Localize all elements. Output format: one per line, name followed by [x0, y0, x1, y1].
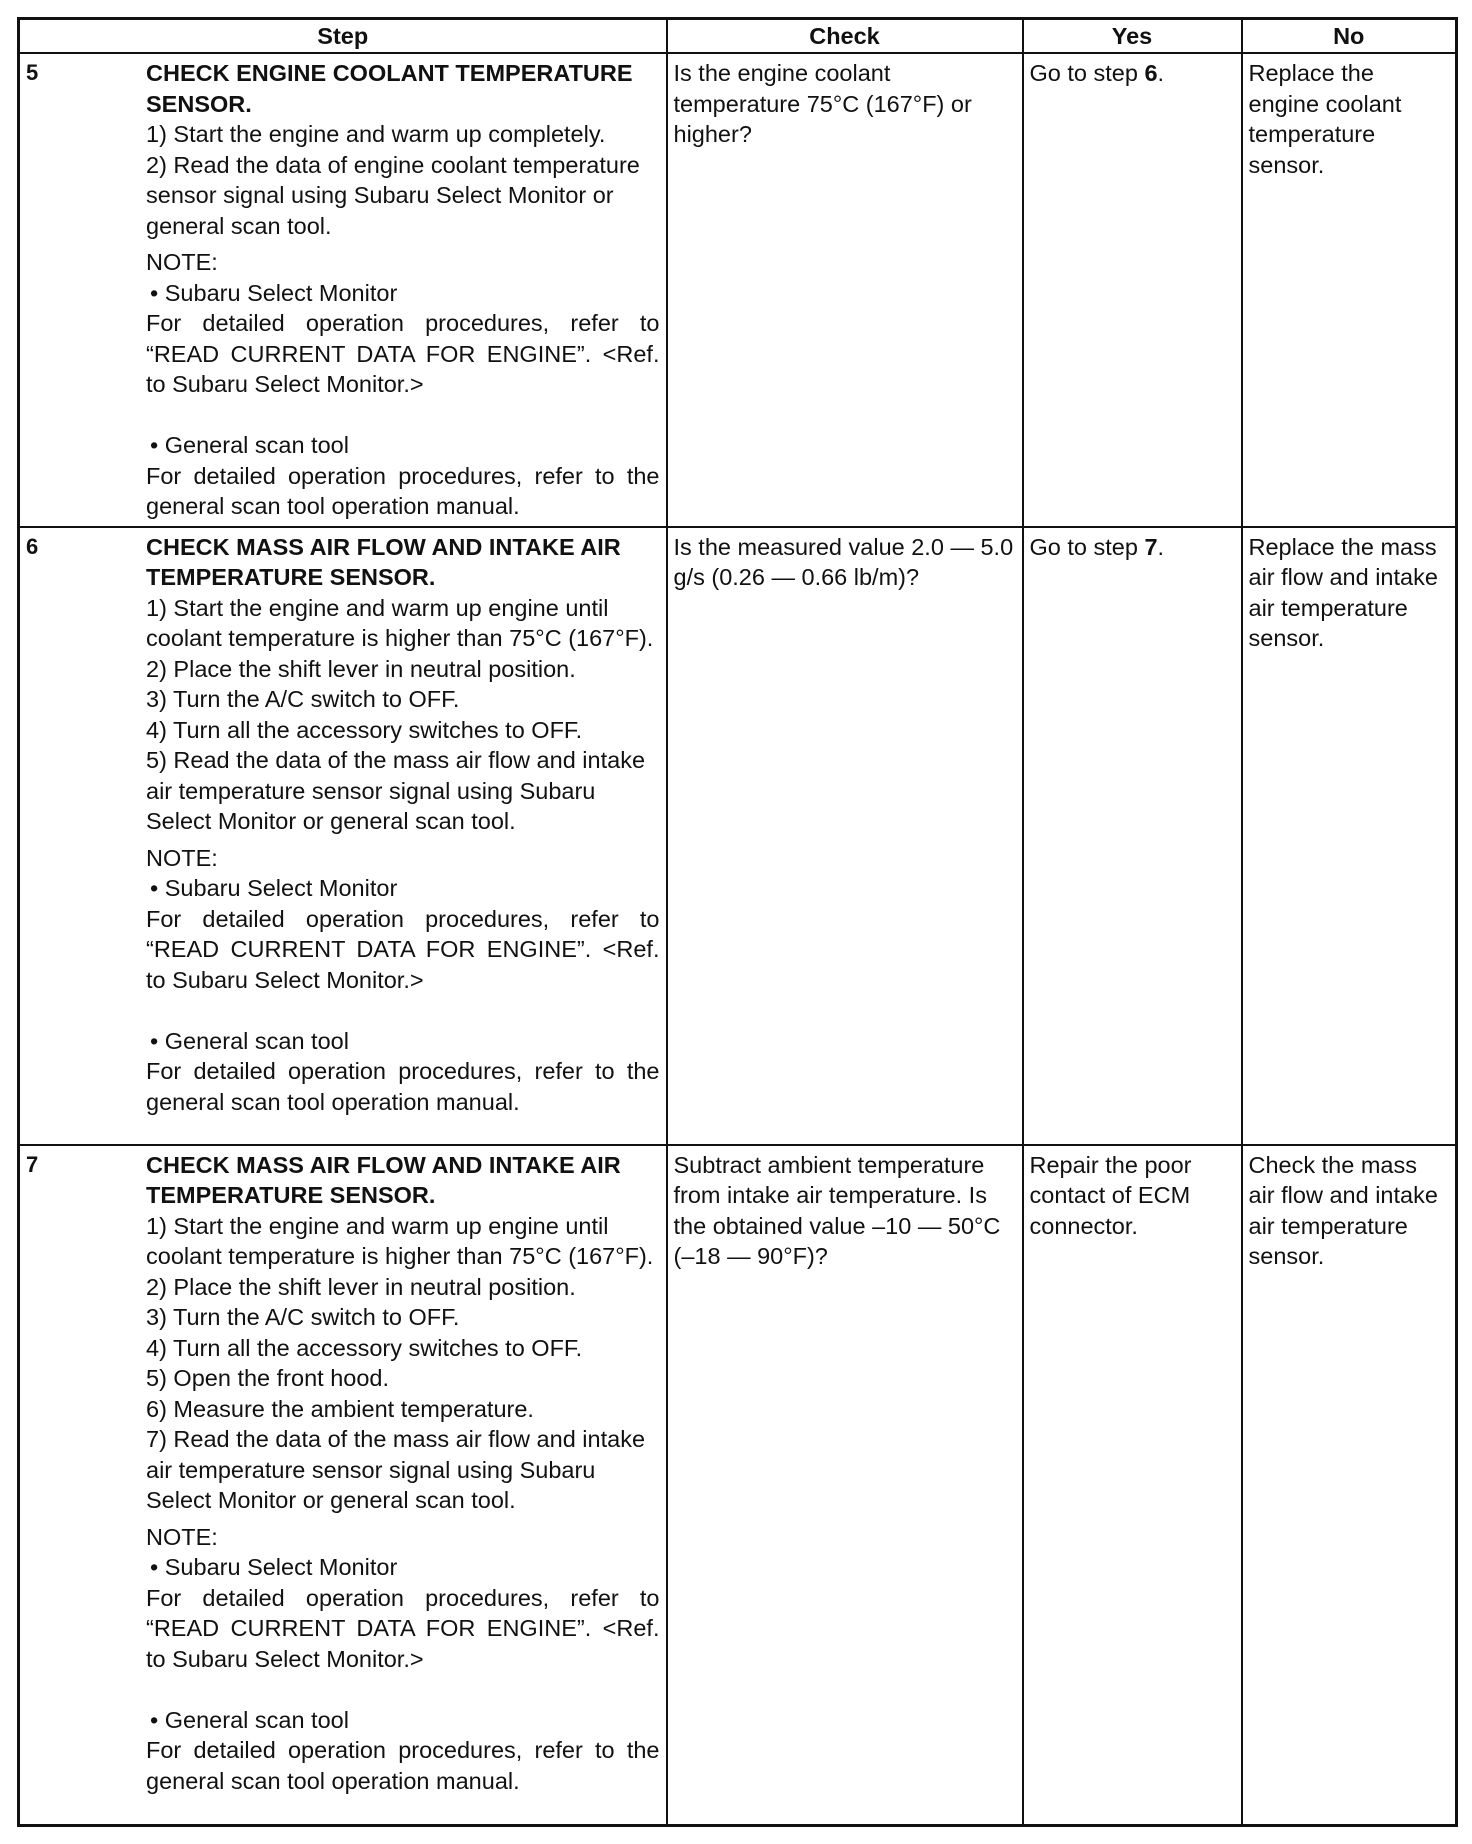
- check-cell: Is the engine coolant temperature 75°C (167°F) or higher?: [667, 53, 1023, 527]
- yes-text: Go to step: [1029, 533, 1145, 560]
- column-header-no: No: [1242, 19, 1457, 54]
- note-scan-tool-text: For detailed operation procedures, refer to the general scan tool operation manual.: [146, 1058, 660, 1115]
- table-row: [19, 527, 1457, 1145]
- step-instruction: 1) Start the engine and warm up engine until coolant temperature is higher than 75°C (167°F).: [146, 1212, 654, 1269]
- note-block: [146, 843, 660, 1118]
- step-cell: [19, 53, 667, 527]
- diagnostic-procedure-sheet: [17, 17, 1455, 1827]
- step-number: 6: [26, 533, 39, 559]
- no-cell: Replace the mass air flow and intake air temperature sensor.: [1242, 527, 1457, 1145]
- check-cell: Subtract ambient temperature from intake air temperature. Is the obtained value –10 — 50°C (–18 — 90°F)?: [667, 1145, 1023, 1826]
- goto-step-number: 7: [1144, 533, 1158, 560]
- column-header-check: Check: [667, 19, 1023, 54]
- step-number: 7: [26, 1151, 39, 1177]
- column-header-step: Step: [19, 19, 667, 54]
- note-block: [146, 1522, 660, 1797]
- step-instruction: 2) Read the data of engine coolant temperature sensor signal using Subaru Select Monitor or general scan tool.: [146, 151, 640, 239]
- step-body: [146, 58, 660, 522]
- step-instruction: 7) Read the data of the mass air flow and intake air temperature sensor signal using Subaru Select Monitor or general scan tool.: [146, 1426, 646, 1513]
- note-bullet-select-monitor: • Subaru Select Monitor: [150, 875, 398, 901]
- note-block: [146, 247, 660, 522]
- note-scan-tool-text: For detailed operation procedures, refer to the general scan tool operation manual.: [146, 1737, 660, 1794]
- step-instruction: 3) Turn the A/C switch to OFF.: [146, 686, 460, 712]
- step-title: CHECK MASS AIR FLOW AND INTAKE AIR TEMPERATURE SENSOR.: [146, 533, 621, 590]
- note-scan-tool-text: For detailed operation procedures, refer to the general scan tool operation manual.: [146, 462, 660, 519]
- step-cell: [19, 1145, 667, 1826]
- step-title: CHECK MASS AIR FLOW AND INTAKE AIR TEMPERATURE SENSOR.: [146, 1151, 621, 1208]
- check-cell: Is the measured value 2.0 — 5.0 g/s (0.26 — 0.66 lb/m)?: [667, 527, 1023, 1145]
- note-select-monitor-text: For detailed operation procedures, refer to “READ CURRENT DATA FOR ENGINE”. <Ref. to Subaru Select Monitor.>: [146, 905, 660, 993]
- step-number: 5: [26, 60, 39, 85]
- note-spacer: [146, 400, 660, 431]
- note-spacer: [146, 995, 660, 1026]
- step-instruction: 6) Measure the ambient temperature.: [146, 1395, 534, 1422]
- note-select-monitor-text: For detailed operation procedures, refer to “READ CURRENT DATA FOR ENGINE”. <Ref. to Subaru Select Monitor.>: [146, 1584, 660, 1672]
- yes-text-suffix: .: [1157, 60, 1165, 86]
- note-bullet-select-monitor: • Subaru Select Monitor: [150, 279, 398, 306]
- note-bullet-scan-tool: • General scan tool: [150, 432, 349, 458]
- step-instruction: 1) Start the engine and warm up engine until coolant temperature is higher than 75°C (167°F).: [146, 594, 654, 651]
- note-spacer: [146, 1674, 660, 1705]
- no-cell: Replace the engine coolant temperature sensor.: [1242, 53, 1457, 527]
- step-body: [146, 532, 660, 1118]
- step-title: CHECK ENGINE COOLANT TEMPERATURE SENSOR.: [146, 60, 633, 117]
- yes-cell: Repair the poor contact of ECM connector.: [1023, 1145, 1242, 1826]
- yes-text: Go to step: [1029, 60, 1145, 86]
- step-instruction: 3) Turn the A/C switch to OFF.: [146, 1304, 460, 1330]
- note-select-monitor-text: For detailed operation procedures, refer to “READ CURRENT DATA FOR ENGINE”. <Ref. to Subaru Select Monitor.>: [146, 310, 660, 397]
- note-bullet-scan-tool: • General scan tool: [150, 1027, 349, 1054]
- diagnostic-table: [17, 17, 1458, 1827]
- step-instruction: 5) Read the data of the mass air flow and intake air temperature sensor signal using Subaru Select Monitor or general scan tool.: [146, 747, 646, 834]
- note-label: NOTE:: [146, 249, 218, 275]
- step-cell: [19, 527, 667, 1145]
- step-instruction: 4) Turn all the accessory switches to OFF.: [146, 1334, 583, 1361]
- column-header-yes: Yes: [1023, 19, 1242, 54]
- table-row: [19, 1145, 1457, 1826]
- step-instruction: 1) Start the engine and warm up completely.: [146, 121, 606, 147]
- note-bullet-scan-tool: • General scan tool: [150, 1706, 349, 1733]
- note-bullet-select-monitor: • Subaru Select Monitor: [150, 1554, 398, 1580]
- goto-step-number: 6: [1144, 60, 1158, 86]
- step-body: [146, 1150, 660, 1797]
- yes-cell: [1023, 53, 1242, 527]
- step-instruction: 5) Open the front hood.: [146, 1365, 389, 1391]
- yes-text-suffix: .: [1157, 533, 1165, 560]
- step-instruction: 2) Place the shift lever in neutral position.: [146, 1273, 576, 1300]
- step-instruction: 4) Turn all the accessory switches to OFF.: [146, 716, 583, 743]
- table-row: [19, 53, 1457, 527]
- note-label: NOTE:: [146, 1523, 218, 1550]
- table-header-row: [19, 19, 1457, 54]
- yes-cell: [1023, 527, 1242, 1145]
- note-label: NOTE:: [146, 844, 218, 871]
- no-cell: Check the mass air flow and intake air temperature sensor.: [1242, 1145, 1457, 1826]
- step-instruction: 2) Place the shift lever in neutral position.: [146, 655, 576, 682]
